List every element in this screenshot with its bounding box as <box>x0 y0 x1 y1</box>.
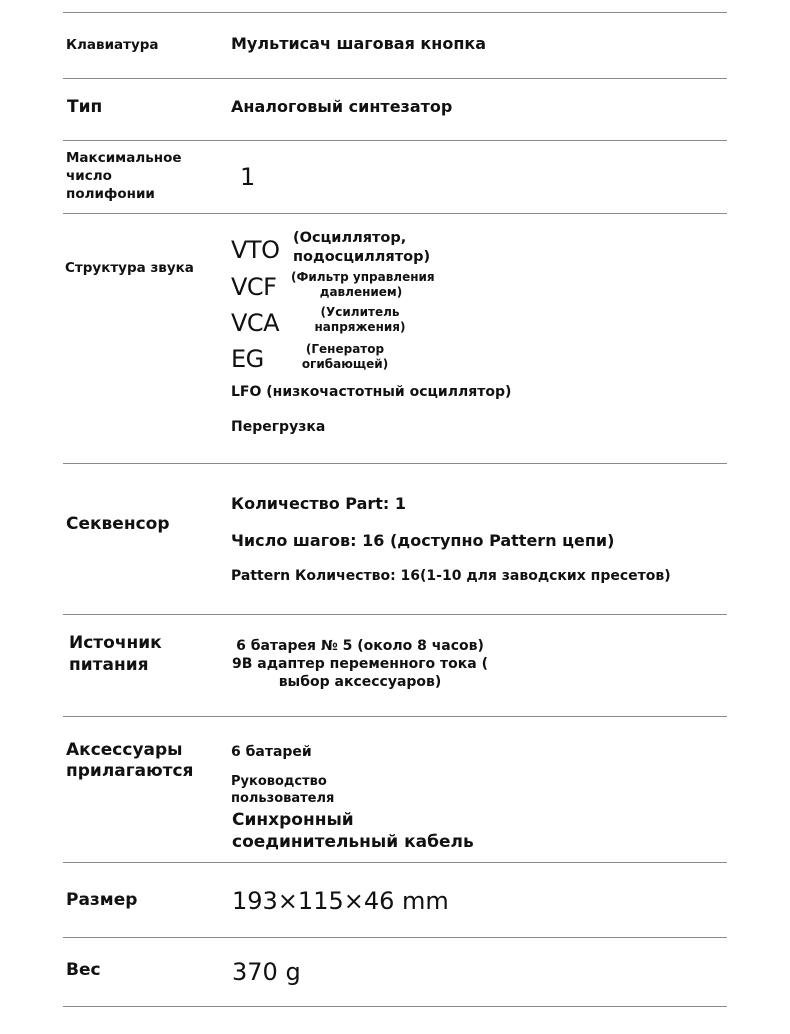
vto-abbr: VTO <box>231 236 280 264</box>
divider <box>63 1006 727 1007</box>
vca-desc-line2: напряжения) <box>314 320 406 334</box>
power-adapter-note: выбор аксессуаров) <box>278 674 442 690</box>
accessories-batteries: 6 батарей <box>231 744 312 760</box>
divider <box>63 716 727 717</box>
vcf-abbr: VCF <box>231 273 277 301</box>
accessories-manual-line1: Руководство <box>231 774 327 789</box>
vca-abbr: VCA <box>231 309 280 337</box>
polyphony-label-line2: число <box>66 168 112 184</box>
eg-desc-line2: огибающей) <box>301 357 389 371</box>
power-label-line1: Источник <box>69 633 162 653</box>
accessories-label-line2: прилагаются <box>66 761 194 781</box>
lfo-text: LFO (низкочастотный осциллятор) <box>231 384 512 400</box>
sequencer-parts: Количество Part: 1 <box>231 494 407 513</box>
weight-label: Вес <box>66 960 101 980</box>
vcf-desc-line1: (Фильтр управления <box>291 270 435 284</box>
accessories-label-line1: Аксессуары <box>66 740 183 760</box>
vto-desc-line1: (Осциллятор, <box>293 230 407 246</box>
divider <box>63 78 727 79</box>
size-label: Размер <box>66 890 138 910</box>
divider <box>63 937 727 938</box>
keyboard-value: Мультисач шаговая кнопка <box>231 34 487 53</box>
vto-desc-line2: подосциллятор) <box>293 249 431 265</box>
sound-structure-label: Структура звука <box>65 260 194 276</box>
polyphony-label-line1: Максимальное <box>66 150 182 166</box>
accessories-cable-line2: соединительный кабель <box>232 832 474 852</box>
power-label-line2: питания <box>69 655 149 675</box>
accessories-cable-line1: Синхронный <box>232 810 354 830</box>
divider <box>63 140 727 141</box>
weight-value: 370 g <box>232 958 301 986</box>
vcf-desc-line2: давлением) <box>319 285 403 299</box>
divider <box>63 614 727 615</box>
divider <box>63 862 727 863</box>
eg-abbr: EG <box>231 345 264 373</box>
divider <box>63 463 727 464</box>
keyboard-label: Клавиатура <box>66 37 159 53</box>
accessories-manual-line2: пользователя <box>231 791 335 806</box>
sequencer-patterns: Pattern Количество: 16(1-10 для заводских пресетов) <box>231 568 671 584</box>
sequencer-label: Секвенсор <box>66 514 170 534</box>
vca-desc-line1: (Усилитель <box>320 305 400 319</box>
overdrive-text: Перегрузка <box>231 419 326 435</box>
size-value: 193×115×46 mm <box>232 887 449 915</box>
power-battery: 6 батарея № 5 (около 8 часов) <box>236 638 484 654</box>
sequencer-steps: Число шагов: 16 (доступно Pattern цепи) <box>231 531 615 550</box>
divider <box>63 213 727 214</box>
type-value: Аналоговый синтезатор <box>231 97 453 116</box>
power-adapter: 9В адаптер переменного тока ( <box>231 656 488 672</box>
polyphony-label-line3: полифонии <box>66 186 155 202</box>
type-label: Тип <box>67 97 103 117</box>
eg-desc-line1: (Генератор <box>305 342 385 356</box>
divider <box>63 12 727 13</box>
polyphony-value: 1 <box>240 163 256 191</box>
